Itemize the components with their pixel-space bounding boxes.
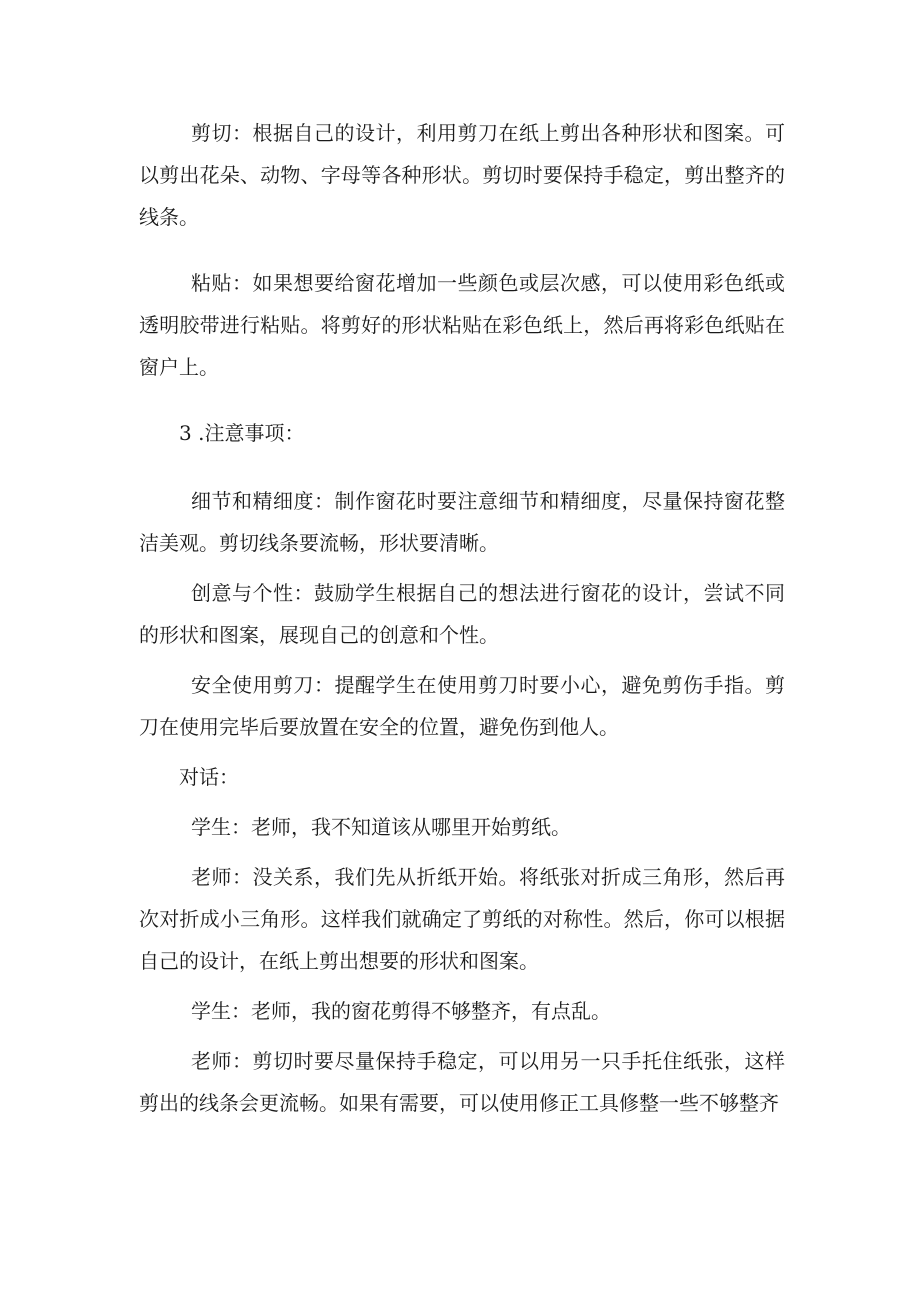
- paragraph-safety: 安全使用剪刀：提醒学生在使用剪刀时要小心，避免剪伤手指。剪刀在使用完毕后要放置在安全的位置，避免伤到他人。: [139, 673, 785, 739]
- dialog-line: 学生：老师，我的窗花剪得不够整齐，有点乱。: [191, 999, 611, 1023]
- dialog-line: 学生：老师，我不知道该从哪里开始剪纸。: [191, 815, 571, 839]
- document-body: [139, 112, 785, 1132]
- paragraph-cutting: 剪切：根据自己的设计，利用剪刀在纸上剪出各种形状和图案。可以剪出花朵、动物、字母等各种形状。剪切时要保持手稳定，剪出整齐的线条。: [139, 121, 785, 229]
- dialog-line: 老师：剪切时要尽量保持手稳定，可以用另一只手托住纸张，这样剪出的线条会更流畅。如果有需要，可以使用修正工具修整一些不够整齐: [139, 1049, 785, 1115]
- dialog-label: 对话：: [179, 765, 239, 789]
- dialog-line: 老师：没关系，我们先从折纸开始。将纸张对折成三角形，然后再次对折成小三角形。这样我们就确定了剪纸的对称性。然后，你可以根据自己的设计，在纸上剪出想要的形状和图案。: [139, 865, 785, 973]
- paragraph-creativity: 创意与个性：鼓励学生根据自己的想法进行窗花的设计，尝试不同的形状和图案，展现自己的创意和个性。: [139, 581, 785, 647]
- paragraph-pasting: 粘贴：如果想要给窗花增加一些颜色或层次感，可以使用彩色纸或透明胶带进行粘贴。将剪好的形状粘贴在彩色纸上，然后再将彩色纸贴在窗户上。: [139, 271, 785, 379]
- paragraph-detail: 细节和精细度：制作窗花时要注意细节和精细度，尽量保持窗花整洁美观。剪切线条要流畅，形状要清晰。: [139, 489, 785, 555]
- section-heading-notes: 3 .注意事项：: [179, 421, 305, 445]
